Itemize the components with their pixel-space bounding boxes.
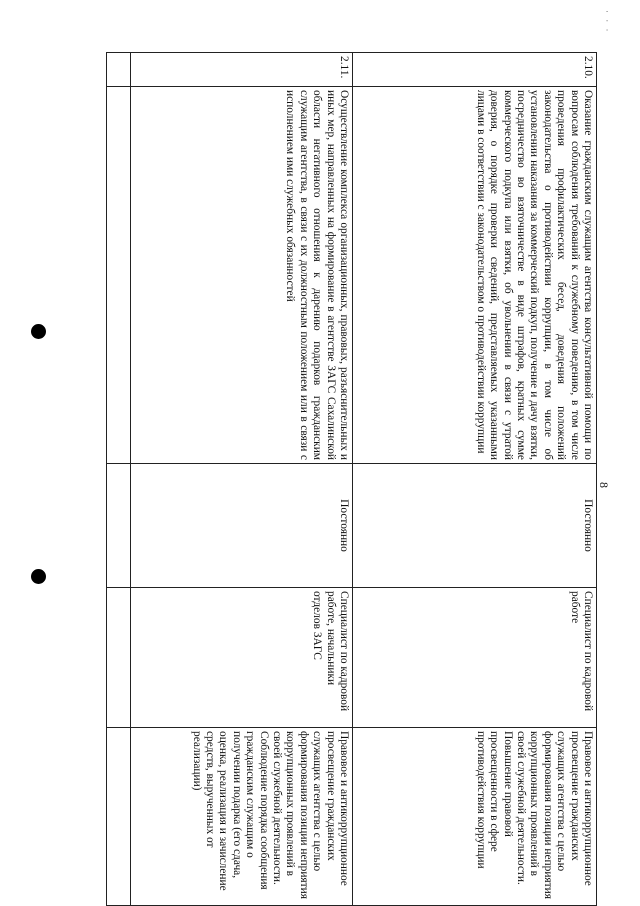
term-cell (107, 464, 131, 588)
term-cell: Постоянно (353, 464, 597, 588)
table-row (353, 53, 597, 906)
executor-cell: Специалист по кадровой работе (353, 588, 597, 728)
result-cell: Правовое и антикоррупционное просвещение гражданских служащих агентства с целью формирования позиции неприятия коррупционных проявлений в своей служебной деятельности. Повышение правовой просвещенности в сфере противодействия коррупции (353, 728, 597, 906)
punch-hole (31, 569, 46, 584)
event-cell (107, 87, 131, 464)
result-cell (107, 728, 131, 906)
page-number: 8 (597, 482, 611, 488)
executor-cell: Специалист по кадровой работе, начальники отделов ЗАГС (131, 588, 353, 728)
result-cell: Правовое и антикоррупционное просвещение гражданских служащих агентства с целью формирования позиции неприятия коррупционных проявлений в своей служебной деятельности. Соблюдение порядка сообщения гражданским служащим о получении подарка (его сдача, оценка, реализация и зачисление средств, вырученных от реализации) (131, 728, 353, 906)
row-number (107, 53, 131, 87)
rotated-page (111, 52, 611, 905)
table-row (107, 53, 131, 906)
table-row (131, 53, 353, 906)
term-cell: Постоянно (131, 464, 353, 588)
executor-cell (107, 588, 131, 728)
event-cell: Оказание гражданским служащим агентства консультативной помощи по вопросам соблюдения требований к служебному поведению, в том числе проведения профилактических бесед, доведения положений законодательства о противодействии коррупции, в том числе об установлении наказания за коммерческий подкуп, получение и дачу взятки, посредничество во взяточничестве в виде штрафов, кратных сумме коммерческого подкупа или взятки, об увольнении в связи с утратой доверия, о порядке проверки сведений, представляемых указанными лицами в соответствии с законодательством о противодействии коррупции (353, 87, 597, 464)
event-cell: Осуществление комплекса организационных, правовых, разъяснительных и иных мер, направленных на формирование в агентстве ЗАГС Сахалинской области негативного отношения к дарению подарков гражданским служащим агентства, в связи с их должностным положением или в связи с исполнением ими служебных обязанностей (131, 87, 353, 464)
row-number: 2.11. (131, 53, 353, 87)
punch-hole (31, 324, 46, 339)
scan-artifact: · · · (602, 10, 612, 34)
plan-table (106, 52, 597, 906)
row-number: 2.10. (353, 53, 597, 87)
